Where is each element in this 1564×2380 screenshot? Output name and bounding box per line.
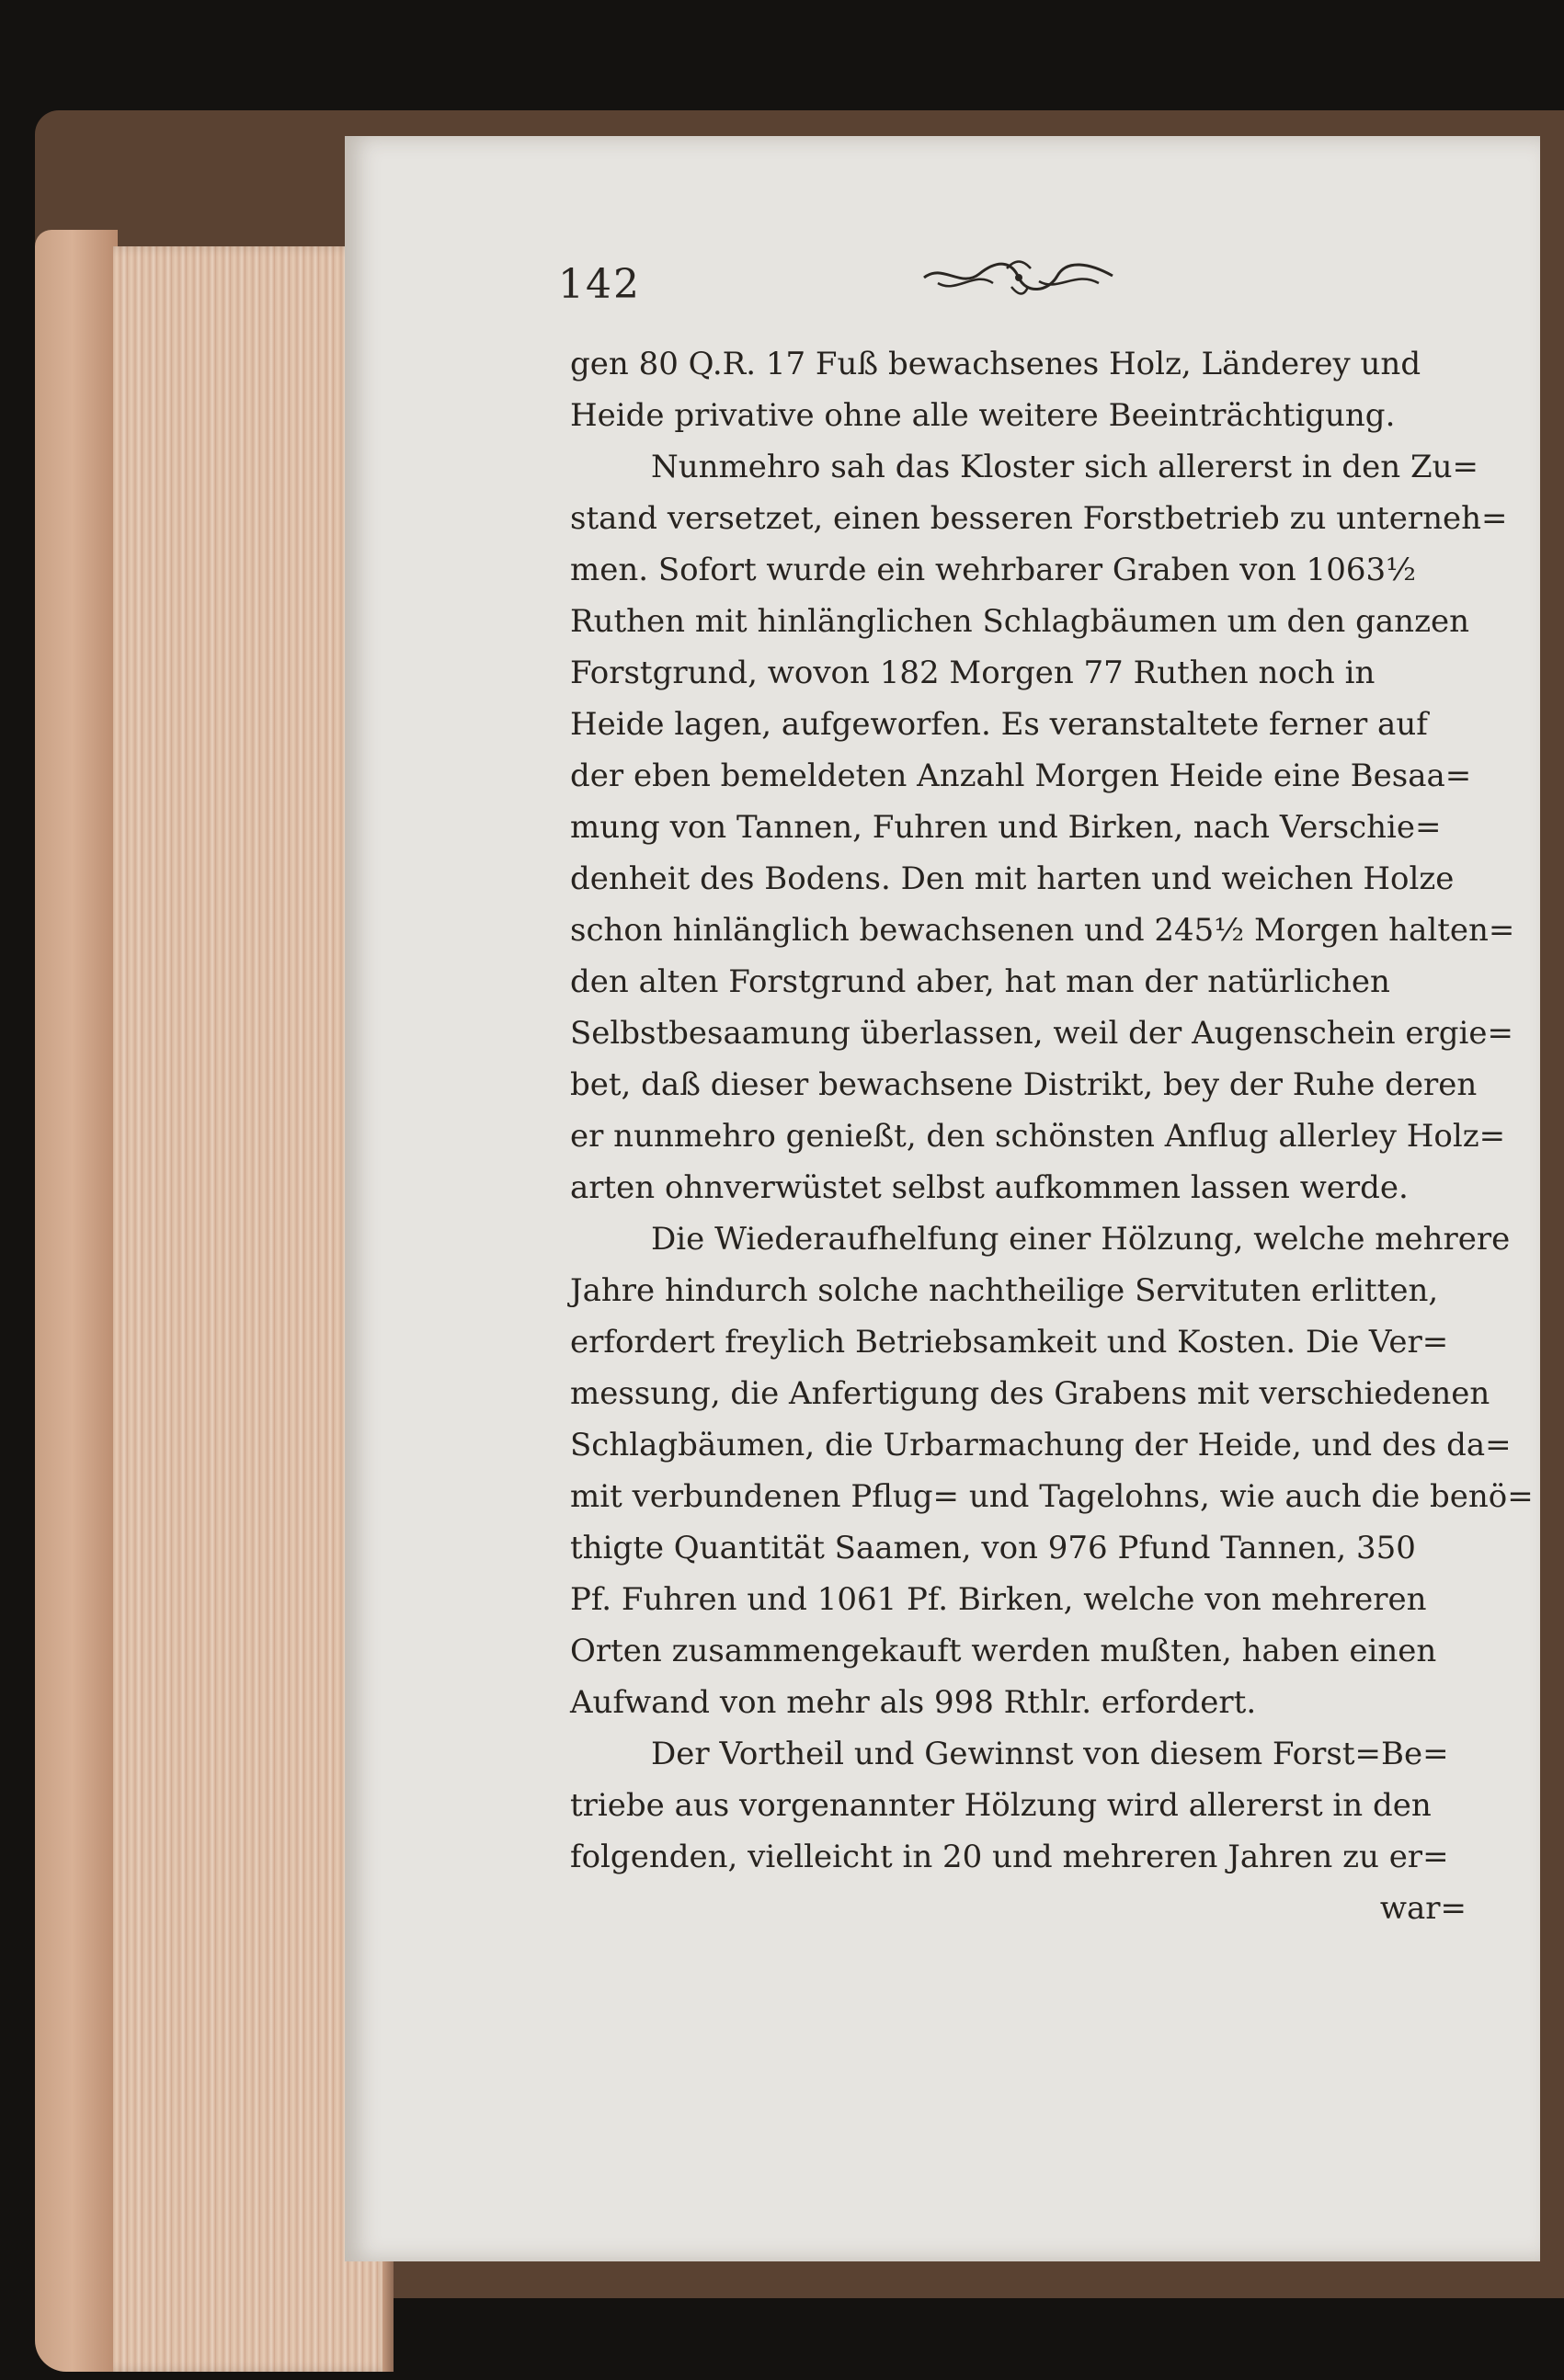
text-line: Selbstbesaamung überlassen, weil der Augenschein ergie= xyxy=(570,1015,1514,1052)
page-number: 142 xyxy=(558,261,641,308)
text-line: folgenden, vielleicht in 20 und mehreren Jahren zu er= xyxy=(570,1839,1449,1875)
text-line: er nunmehro genießt, den schönsten Anflug allerley Holz= xyxy=(570,1118,1506,1155)
text-line: Der Vortheil und Gewinnst von diesem Forst=Be= xyxy=(651,1736,1449,1772)
ornament-icon xyxy=(919,256,1117,300)
text-line: bet, daß dieser bewachsene Distrikt, bey der Ruhe deren xyxy=(570,1066,1478,1103)
text-line: Forstgrund, wovon 182 Morgen 77 Ruthen noch in xyxy=(570,655,1376,691)
text-line: Orten zusammengekauft werden mußten, haben einen xyxy=(570,1633,1437,1669)
text-line: den alten Forstgrund aber, hat man der natürlichen xyxy=(570,963,1390,1000)
text-line: thigte Quantität Saamen, von 976 Pfund Tannen, 350 xyxy=(570,1530,1416,1566)
text-line: arten ohnverwüstet selbst aufkommen lassen werde. xyxy=(570,1169,1409,1206)
text-line: Ruthen mit hinlänglichen Schlagbäumen um den ganzen xyxy=(570,603,1469,640)
text-line: Nunmehro sah das Kloster sich allererst in den Zu= xyxy=(651,449,1479,485)
text-line: der eben bemeldeten Anzahl Morgen Heide eine Besaa= xyxy=(570,757,1472,794)
text-line: mung von Tannen, Fuhren und Birken, nach Verschie= xyxy=(570,809,1442,846)
text-line: Die Wiederaufhelfung einer Hölzung, welche mehrere xyxy=(651,1221,1511,1258)
text-line: Heide lagen, aufgeworfen. Es veranstaltete ferner auf xyxy=(570,706,1428,743)
text-line: Aufwand von mehr als 998 Rthlr. erfordert. xyxy=(570,1684,1257,1721)
text-line: gen 80 Q.R. 17 Fuß bewachsenes Holz, Länderey und xyxy=(570,346,1421,382)
text-line: erfordert freylich Betriebsamkeit und Kosten. Die Ver= xyxy=(570,1324,1449,1361)
text-line: messung, die Anfertigung des Grabens mit verschiedenen xyxy=(570,1375,1490,1412)
body-text xyxy=(570,338,1534,1934)
text-line: schon hinlänglich bewachsenen und 245½ Morgen halten= xyxy=(570,912,1515,949)
text-line: denheit des Bodens. Den mit harten und weichen Holze xyxy=(570,860,1455,897)
text-line: Jahre hindurch solche nachtheilige Servituten erlitten, xyxy=(570,1272,1439,1309)
text-line: men. Sofort wurde ein wehrbarer Graben von 1063½ xyxy=(570,552,1417,588)
text-line: Heide privative ohne alle weitere Beeinträchtigung. xyxy=(570,397,1396,434)
text-line: Schlagbäumen, die Urbarmachung der Heide, und des da= xyxy=(570,1427,1512,1463)
text-line: triebe aus vorgenannter Hölzung wird allererst in den xyxy=(570,1787,1432,1824)
book-cover-edge xyxy=(35,230,118,2372)
catchword: war= xyxy=(1379,1890,1467,1927)
text-line: Pf. Fuhren und 1061 Pf. Birken, welche von mehreren xyxy=(570,1581,1427,1618)
text-line: mit verbundenen Pflug= und Tagelohns, wie auch die benö= xyxy=(570,1478,1534,1515)
text-line: stand versetzet, einen besseren Forstbetrieb zu unterneh= xyxy=(570,500,1508,537)
